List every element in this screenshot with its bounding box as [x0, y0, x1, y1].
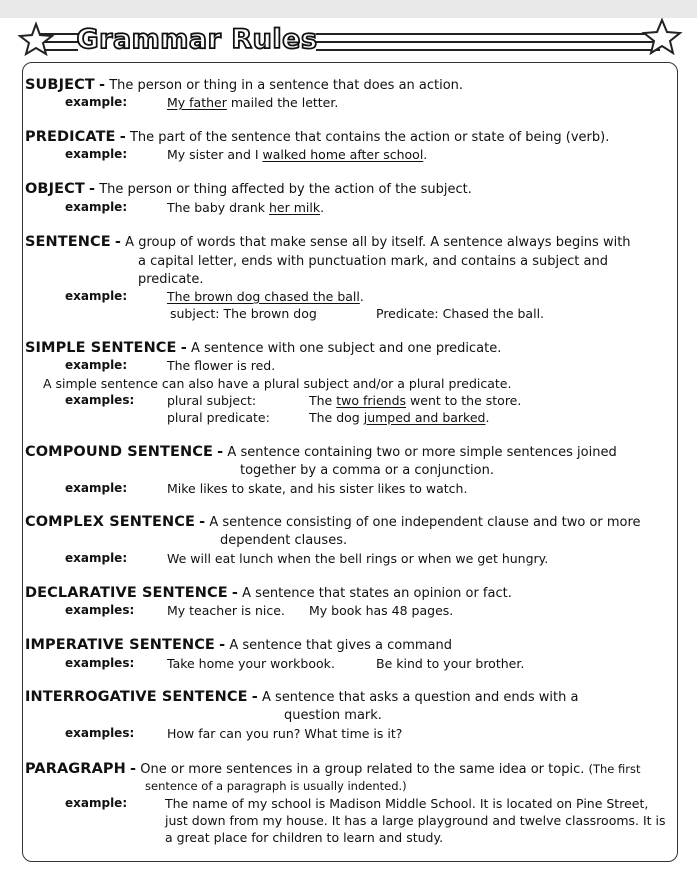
complex-heading: COMPLEX SENTENCE - A sentence consisting of one independent clause and two or more — [25, 514, 641, 530]
simple-note: A simple sentence can also have a plural subject and/or a plural predicate. — [43, 376, 512, 391]
compound-heading: COMPOUND SENTENCE - A sentence containing two or more simple sentences joined — [25, 444, 617, 460]
interrogative-examples-label: examples: — [65, 726, 135, 740]
imperative-example-1: Take home your workbook. — [167, 656, 335, 671]
paragraph-example-line2: just down from my house. It has a large playground and twelve classrooms. It is — [165, 813, 666, 828]
subject-example: My father mailed the letter. — [167, 95, 339, 110]
title-banner — [0, 0, 697, 62]
object-example: The baby drank her milk. — [167, 200, 325, 215]
paragraph-def-line2: sentence of a paragraph is usually indented.) — [145, 779, 407, 793]
declarative-example-1: My teacher is nice. — [167, 603, 285, 618]
sentence-def-line3: predicate. — [138, 272, 204, 287]
banner-graphic — [0, 0, 697, 62]
sentence-def-line2: a capital letter, ends with punctuation mark, and contains a subject and — [138, 254, 608, 269]
right-star-icon — [644, 20, 680, 53]
plural-predicate-example: The dog jumped and barked. — [309, 410, 490, 425]
declarative-example-2: My book has 48 pages. — [309, 603, 454, 618]
simple-examples-label: examples: — [65, 393, 135, 407]
plural-predicate-label: plural predicate: — [167, 410, 270, 425]
sentence-example: The brown dog chased the ball. — [167, 289, 364, 304]
interrogative-heading: INTERROGATIVE SENTENCE - A sentence that asks a question and ends with a — [25, 689, 579, 705]
predicate-example-label: example: — [65, 147, 128, 161]
complex-def-line2: dependent clauses. — [220, 533, 348, 548]
declarative-examples-label: examples: — [65, 603, 135, 617]
complex-example: We will eat lunch when the bell rings or when we get hungry. — [167, 551, 549, 566]
sentence-heading: SENTENCE - A group of words that make sense all by itself. A sentence always begins with — [25, 234, 631, 250]
page-title: Grammar Rules — [76, 24, 318, 55]
sentence-example-label: example: — [65, 289, 128, 303]
plural-subject-example: The two friends went to the store. — [309, 393, 522, 408]
compound-def-line2: together by a comma or a conjunction. — [240, 463, 494, 478]
interrogative-example: How far can you run? What time is it? — [167, 726, 403, 741]
sentence-subject: subject: The brown dog — [170, 306, 317, 321]
paragraph-heading: PARAGRAPH - One or more sentences in a group related to the same idea or topic. (The first — [25, 761, 641, 777]
predicate-heading: PREDICATE - The part of the sentence that contains the action or state of being (verb). — [25, 129, 610, 145]
declarative-heading: DECLARATIVE SENTENCE - A sentence that states an opinion or fact. — [25, 585, 512, 601]
simple-example: The flower is red. — [167, 358, 276, 373]
complex-example-label: example: — [65, 551, 128, 565]
interrogative-def-line2: question mark. — [284, 708, 382, 723]
compound-example-label: example: — [65, 481, 128, 495]
paragraph-example-label: example: — [65, 796, 128, 810]
sentence-predicate: Predicate: Chased the ball. — [376, 306, 545, 321]
simple-heading: SIMPLE SENTENCE - A sentence with one subject and one predicate. — [25, 340, 502, 356]
simple-example-label: example: — [65, 358, 128, 372]
object-example-label: example: — [65, 200, 128, 214]
subject-heading: SUBJECT - The person or thing in a sentence that does an action. — [25, 77, 464, 93]
imperative-example-2: Be kind to your brother. — [376, 656, 525, 671]
paragraph-example-line1: The name of my school is Madison Middle School. It is located on Pine Street, — [165, 796, 649, 811]
compound-example: Mike likes to skate, and his sister likes to watch. — [167, 481, 468, 496]
imperative-examples-label: examples: — [65, 656, 135, 670]
plural-subject-label: plural subject: — [167, 393, 257, 408]
imperative-heading: IMPERATIVE SENTENCE - A sentence that gives a command — [25, 637, 452, 653]
object-heading: OBJECT - The person or thing affected by the action of the subject. — [25, 181, 472, 197]
subject-example-label: example: — [65, 95, 128, 109]
paragraph-example-line3: a great place for children to learn and study. — [165, 830, 444, 845]
predicate-example: My sister and I walked home after school. — [167, 147, 428, 162]
